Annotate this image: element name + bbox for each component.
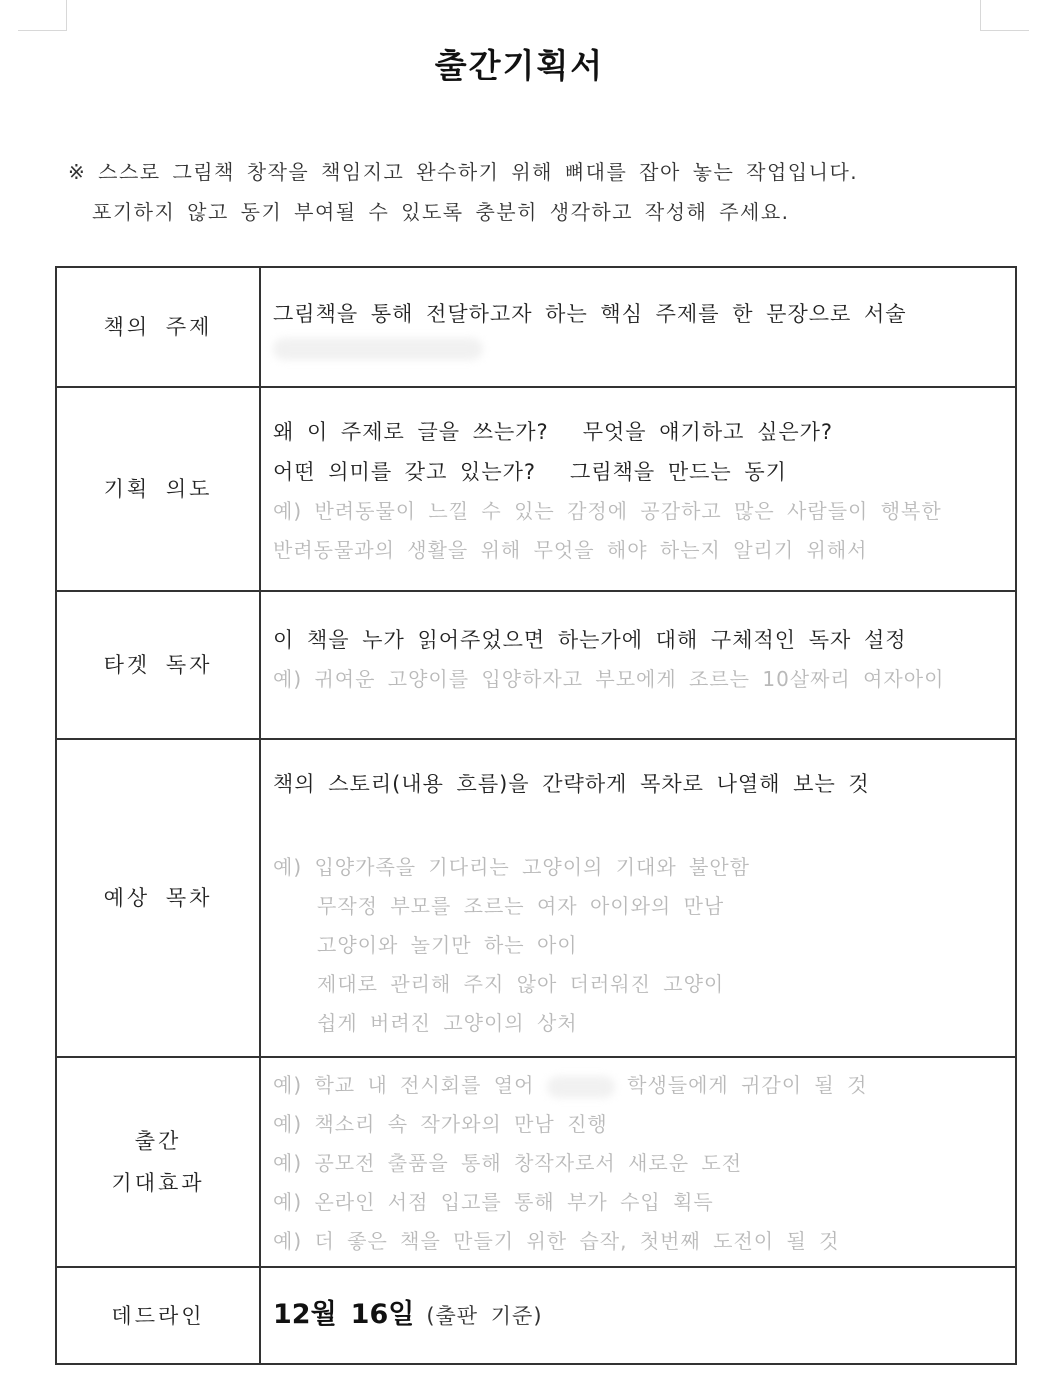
theme-prompt: 그림책을 통해 전달하고자 하는 핵심 주제를 한 문장으로 서술	[273, 302, 907, 326]
document-title: 출간기획서	[434, 46, 605, 85]
page-corner-mark-right	[980, 0, 1029, 31]
cell-toc[interactable]	[260, 739, 1016, 1057]
plan-table	[55, 266, 1017, 1365]
row-intent	[56, 387, 1016, 591]
row-deadline	[56, 1267, 1016, 1364]
label-target: 타겟 독자	[56, 591, 260, 739]
deadline-month: 12월	[273, 1299, 337, 1330]
label-deadline: 데드라인	[56, 1267, 260, 1364]
intent-prompt-1b: 무엇을 얘기하고 싶은가?	[582, 420, 834, 444]
cell-intent[interactable]	[260, 387, 1016, 591]
redacted-text	[273, 334, 1005, 360]
deadline-note: (출판 기준)	[426, 1304, 543, 1328]
toc-item: 쉽게 버려진 고양이의 상처	[317, 1011, 578, 1035]
intent-prompt-2b: 그림책을 만드는 동기	[570, 460, 787, 484]
effect-item-2: 예) 책소리 속 작가와의 만남 진행	[273, 1112, 608, 1136]
toc-item: 고양이와 놀기만 하는 아이	[317, 933, 578, 957]
toc-item: 제대로 관리해 주지 않아 더러워진 고양이	[317, 972, 725, 996]
effect-item-4: 예) 온라인 서점 입고를 통해 부가 수입 획득	[273, 1190, 714, 1214]
notice-line-2: 포기하지 않고 동기 부여될 수 있도록 충분히 생각하고 작성해 주세요.	[92, 200, 790, 224]
toc-item: 무작정 부모를 조르는 여자 아이와의 만남	[317, 894, 725, 918]
effect-item-1a: 예) 학교 내 전시회를 열어	[273, 1073, 535, 1097]
effect-item-3: 예) 공모전 출품을 통해 창작자로서 새로운 도전	[273, 1151, 743, 1175]
label-theme: 책의 주제	[56, 267, 260, 387]
label-effect-line-2: 기대효과	[111, 1171, 205, 1195]
effect-item-5: 예) 더 좋은 책을 만들기 위한 습작, 첫번째 도전이 될 것	[273, 1229, 840, 1253]
row-target	[56, 591, 1016, 739]
toc-prompt: 책의 스토리(내용 흐름)을 간략하게 목차로 나열해 보는 것	[273, 772, 870, 796]
effect-item-1	[273, 1066, 1005, 1105]
intent-prompt-2	[273, 452, 1005, 492]
notice	[68, 152, 858, 232]
cell-deadline[interactable]	[260, 1267, 1016, 1364]
deadline-day: 16일	[350, 1299, 415, 1330]
intent-prompt-1a: 왜 이 주제로 글을 쓰는가?	[273, 420, 549, 444]
target-example: 예) 귀여운 고양이를 입양하자고 부모에게 조르는 10살짜리 여자아이	[273, 667, 945, 691]
notice-text-1: 스스로 그림책 창작을 책임지고 완수하기 위해 뼈대를 잡아 놓는 작업입니다.	[98, 160, 859, 184]
cell-theme[interactable]	[260, 267, 1016, 387]
effect-item-1b: 학생들에게 귀감이 될 것	[627, 1073, 868, 1097]
cell-effect[interactable]	[260, 1057, 1016, 1267]
label-toc: 예상 목차	[56, 739, 260, 1057]
target-prompt: 이 책을 누가 읽어주었으면 하는가에 대해 구체적인 독자 설정	[273, 628, 907, 652]
intent-example-2: 반려동물과의 생활을 위해 무엇을 해야 하는지 알리기 위해서	[273, 538, 868, 562]
cell-target[interactable]	[260, 591, 1016, 739]
toc-item: 예) 입양가족을 기다리는 고양이의 기대와 불안함	[273, 855, 750, 879]
row-theme	[56, 267, 1016, 387]
intent-prompt-2a: 어떤 의미를 갖고 있는가?	[273, 460, 537, 484]
row-effect	[56, 1057, 1016, 1267]
intent-prompt-1	[273, 412, 1005, 452]
label-effect	[56, 1057, 260, 1267]
intent-example-1: 예) 반려동물이 느낄 수 있는 감정에 공감하고 많은 사람들이 행복한	[273, 499, 942, 523]
row-toc	[56, 739, 1016, 1057]
notice-mark: ※	[68, 160, 87, 184]
label-intent: 기획 의도	[56, 387, 260, 591]
notice-line-1	[68, 152, 858, 192]
redacted-text	[547, 1076, 615, 1098]
label-effect-line-1: 출간	[134, 1129, 182, 1153]
deadline-value	[273, 1268, 1005, 1363]
page-corner-mark-left	[18, 0, 67, 31]
